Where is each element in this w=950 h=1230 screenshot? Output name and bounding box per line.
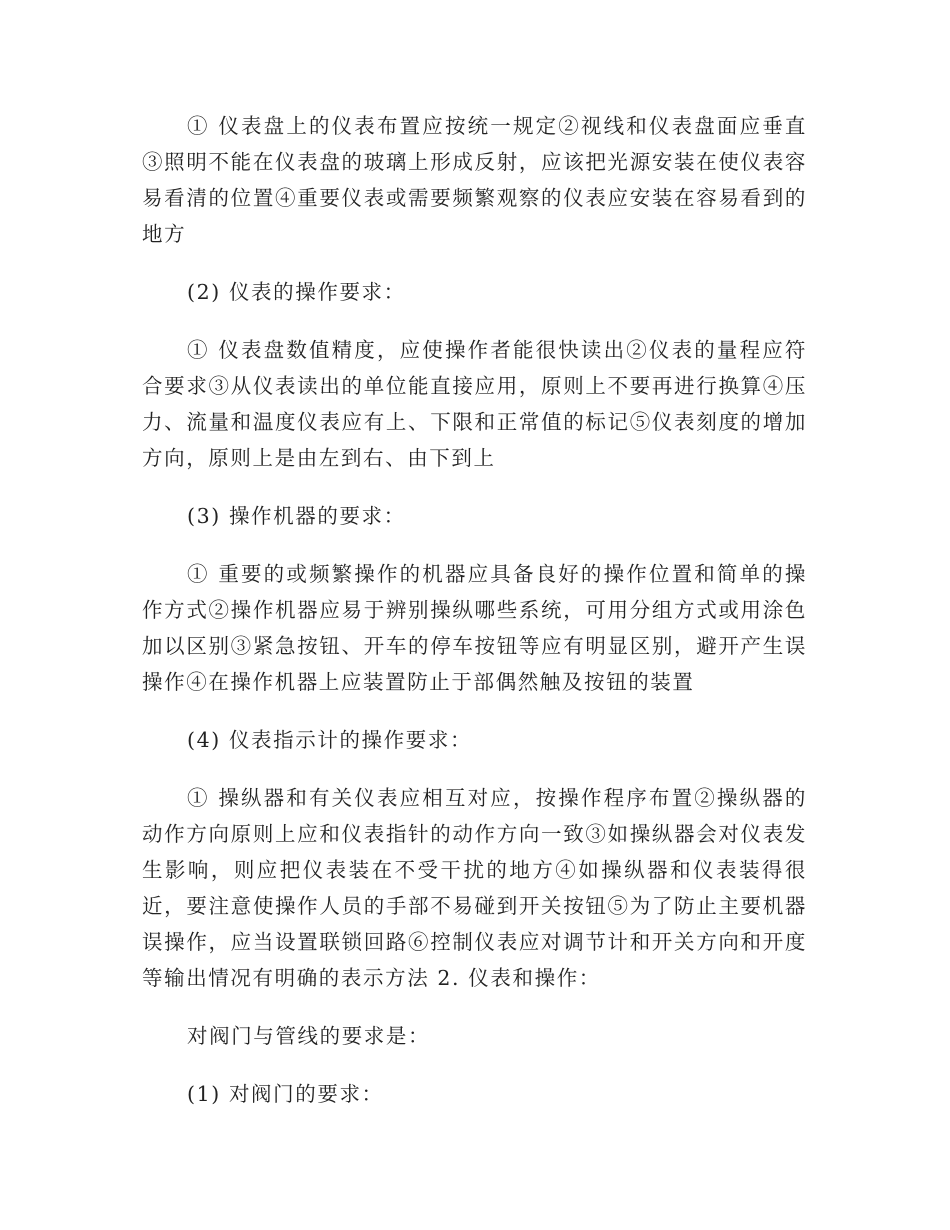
document-body: [142, 108, 807, 1134]
paragraph-instrument-panel-layout: ① 仪表盘上的仪表布置应按统一规定②视线和仪表盘面应垂直③照明不能在仪表盘的玻璃上形成反射，应该把光源安装在使仪表容易看清的位置④重要仪表或需要频繁观察的仪表应安装在容易看到的地方: [142, 114, 807, 246]
paragraph-valve-pipeline-intro: 对阀门与管线的要求是：: [187, 1024, 431, 1048]
heading-valve-requirements: (1) 对阀门的要求：: [187, 1082, 384, 1106]
heading-machine-operation: (3) 操作机器的要求：: [187, 504, 406, 528]
paragraph-instrument-operation: ① 仪表盘数值精度，应使操作者能很快读出②仪表的量程应符合要求③从仪表读出的单位能直接应用，原则上不要再进行换算④压力、流量和温度仪表应有上、下限和正常值的标记⑤仪表刻度的增加方向，原则上是由左到右、由下到上: [142, 338, 807, 470]
heading-instrument-operation: (2) 仪表的操作要求：: [187, 280, 406, 304]
paragraph-machine-operation: ① 重要的或频繁操作的机器应具备良好的操作位置和简单的操作方式②操作机器应易于辨别操纵哪些系统，可用分组方式或用涂色加以区别③紧急按钮、开车的停车按钮等应有明显区别，避开产生误操作④在操作机器上应装置防止于部偶然触及按钮的装置: [142, 562, 807, 694]
paragraph-indicator-operation: ① 操纵器和有关仪表应相互对应，按操作程序布置②操纵器的动作方向原则上应和仪表指针的动作方向一致③如操纵器会对仪表发生影响，则应把仪表装在不受干扰的地方④如操纵器和仪表装得很近，要注意使操作人员的手部不易碰到开关按钮⑤为了防止主要机器误操作，应当设置联锁回路⑥控制仪表应对调节计和开关方向和开度等输出情况有明确的表示方法 2. 仪表和操作：: [142, 786, 807, 990]
heading-indicator-operation: (4) 仪表指示计的操作要求：: [187, 728, 473, 752]
